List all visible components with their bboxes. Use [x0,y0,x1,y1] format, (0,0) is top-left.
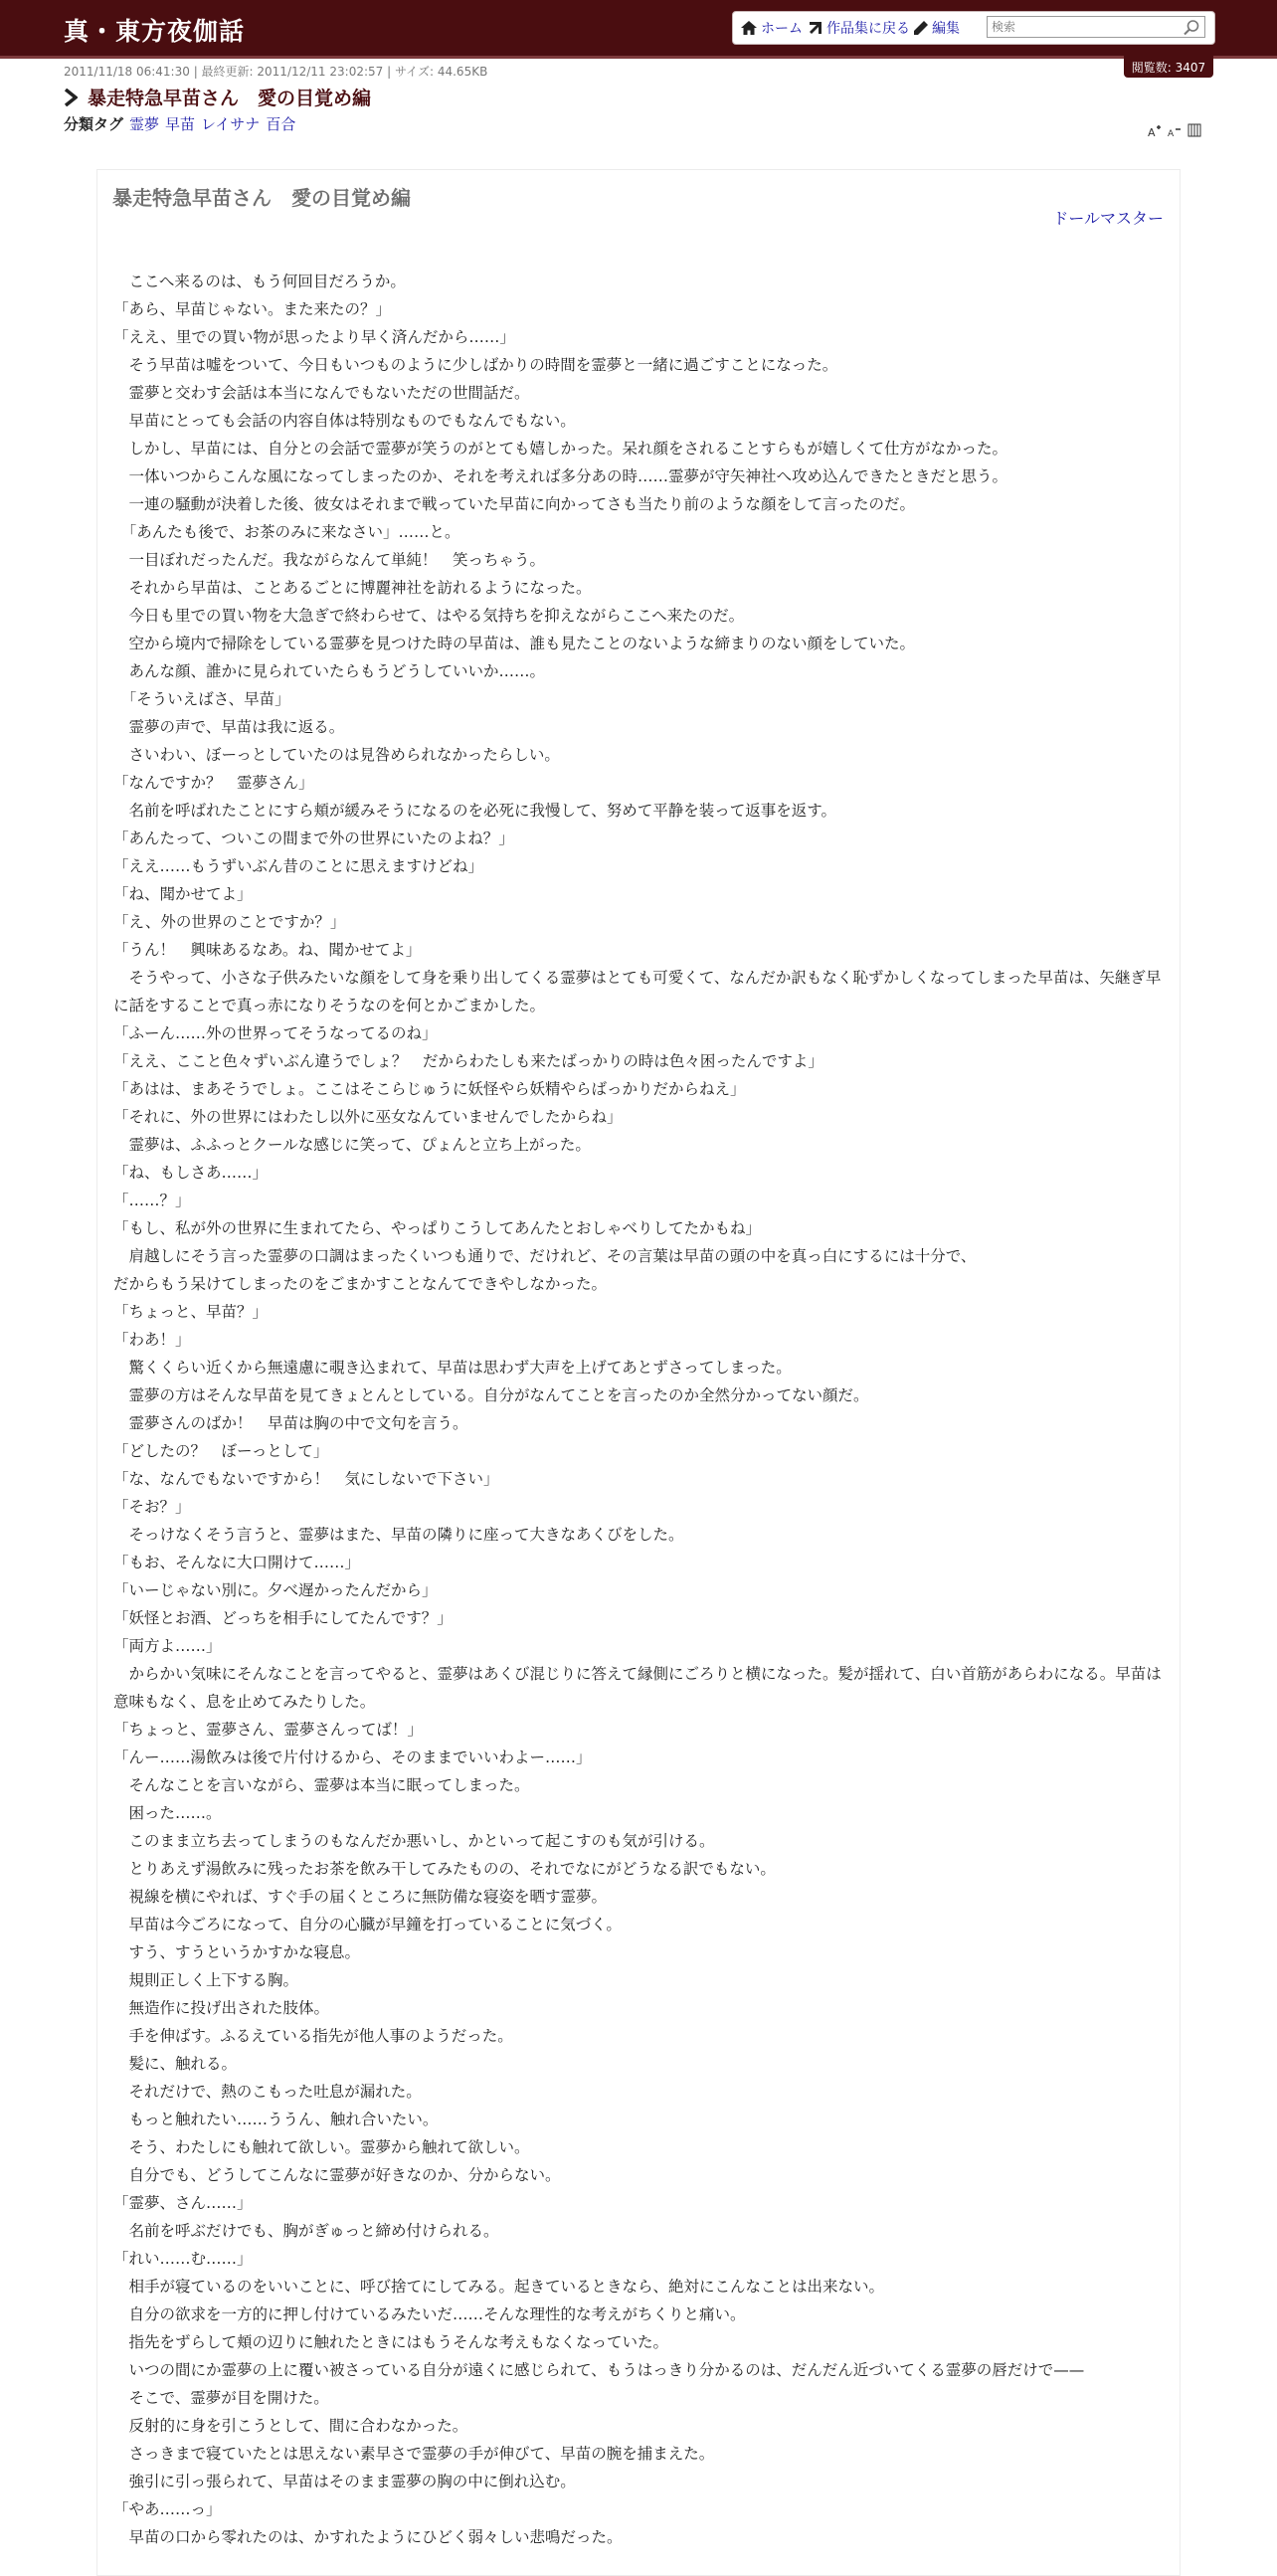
nav-edit-link[interactable] [914,19,960,37]
paragraph: それだけで、熱のこもった吐息が漏れた。 [113,2083,422,2101]
paragraph: 髪に、触れる。 [113,2055,238,2073]
paragraph: 「あんたって、ついこの間まで外の世界にいたのよね？」 [113,829,514,847]
paragraph: さいわい、ぼーっとしていたのは見咎められなかったらしい。 [113,746,560,764]
layout-toggle-icon[interactable] [1187,123,1201,137]
paragraph: 「ふーん……外の世界ってそうなってるのね」 [113,1024,438,1042]
nav-bar [732,11,1215,45]
paragraph: 手を伸ばす。ふるえている指先が他人事のようだった。 [113,2027,513,2045]
article-box [96,169,1181,2576]
chevron-right-icon [64,89,78,106]
paragraph: 「え、外の世界のことですか？」 [113,913,346,931]
paragraph: それから早苗は、ことあるごとに博麗神社を訪れるようになった。 [113,579,592,597]
paragraph: もっと触れたい……ううん、触れ合いたい。 [113,2111,439,2128]
paragraph: 「ね、もしさあ……」 [113,1164,269,1182]
paragraph: 視線を横にやれば、すぐ手の届くところに無防備な寝姿を晒す霊夢。 [113,1888,608,1906]
paragraph: 規則正しく上下する胸。 [113,1971,299,1989]
page-title: 暴走特急早苗さん 愛の目覚め編 [88,88,372,109]
text-tools [1148,123,1201,137]
paragraph: 「両方よ……」 [113,1637,222,1655]
paragraph: 「やあ……っ」 [113,2500,222,2518]
paragraph: そう、わたしにも触れて欲しい。霊夢から触れて欲しい。 [113,2138,530,2156]
paragraph: とりあえず湯飲みに残ったお茶を飲み干してみたものの、それでなにがどうなる訳でもない。 [113,1860,776,1878]
paragraph: 相手が寝ているのをいいことに、呼び捨てにしてみる。起きているときなら、絶対にこんなことは出来ない。 [113,2278,885,2296]
paragraph: そっけなくそう言うと、霊夢はまた、早苗の隣りに座って大きなあくびをした。 [113,1526,684,1544]
paragraph: 指先をずらして頬の辺りに触れたときにはもうそんな考えもなくなっていた。 [113,2333,669,2351]
font-smaller-icon[interactable] [1168,123,1182,137]
paragraph: 強引に引っ張られて、早苗はそのまま霊夢の胸の中に倒れ込む。 [113,2473,576,2490]
post-meta: 2011/11/18 06:41:30 | 最終更新: 2011/12/11 23:02:57 | サイズ: 44.65KB [64,65,488,79]
tag-link[interactable]: 百合 [266,115,296,133]
paragraph: 「そういえばさ、早苗」 [113,690,290,708]
paragraph: 名前を呼ばれたことにすら頬が緩みそうになるのを必死に我慢して、努めて平静を装って返事を返す。 [113,802,836,820]
paragraph: 早苗の口から零れたのは、かすれたようにひどく弱々しい悲鳴だった。 [113,2528,623,2546]
tag-link[interactable]: 早苗 [165,115,196,133]
paragraph: 「わあ！」 [113,1331,191,1349]
nav-home-label: ホーム [761,21,803,37]
font-larger-icon[interactable] [1148,123,1162,137]
paragraph: 「いーじゃない別に。夕べ遅かったんだから」 [113,1581,438,1599]
paragraph: 「そお？」 [113,1498,191,1516]
paragraph: 「あはは、まあそうでしょ。ここはそこらじゅうに妖怪やら妖精やらばっかりだからねえ」 [113,1080,746,1098]
tag-list [64,113,295,134]
paragraph: 困った……。 [113,1804,222,1822]
article-title: 暴走特急早苗さん 愛の目覚め編 [112,186,411,210]
home-icon [741,21,757,35]
paragraph: 霊夢の声で、早苗は我に返る。 [113,718,345,736]
svg-text:A: A [1148,126,1156,137]
paragraph: 「ええ、ここと色々ずいぶん違うでしょ？ だからわたしも来たばっかりの時は色々困ったんですよ」 [113,1052,823,1070]
paragraph: 「ええ……もうずいぶん昔のことに思えますけどね」 [113,857,484,875]
back-arrow-icon [809,21,822,35]
nav-back-link[interactable] [809,19,910,37]
paragraph: 「な、なんでもないですから！ 気にしないで下さい」 [113,1470,499,1488]
paragraph: ここへ来るのは、もう何回目だろうか。 [113,273,406,290]
paragraph: 肩越しにそう言った霊夢の口調はまったくいつも通りで、だけれど、その言葉は早苗の頭の中を真っ白にするには十分で、 だからもう呆けてしまったのをごまかすことなんてできやしなかった。 [113,1247,977,1293]
paragraph: 「……？」 [113,1192,191,1209]
paragraph: 驚くくらい近くから無遠慮に覗き込まれて、早苗は思わず大声を上げてあとずさってしまった。 [113,1359,792,1377]
paragraph: からかい気味にそんなことを言ってやると、霊夢はあくび混じりに答えて縁側にごろりと横になった。髪が揺れて、白い首筋があらわになる。早苗は意味もなく、息を止めてみたりした。 [113,1665,1162,1711]
site-title[interactable]: 真・東方夜伽話 [64,17,246,46]
view-count-badge: 閲覧数: 3407 [1124,56,1213,78]
search-icon[interactable] [1183,19,1200,37]
nav-edit-label: 編集 [932,21,960,37]
paragraph: 一目ぼれだったんだ。我ながらなんて単純！ 笑っちゃう。 [113,551,546,569]
tag-label: 分類タグ [64,115,124,133]
paragraph: そう早苗は嘘をついて、今日もいつものように少しばかりの時間を霊夢と一緒に過ごすことになった。 [113,356,838,374]
paragraph: 「もし、私が外の世界に生まれてたら、やっぱりこうしてあんたとおしゃべりしてたかもね」 [113,1219,762,1237]
paragraph: そんなことを言いながら、霊夢は本当に眠ってしまった。 [113,1776,530,1794]
paragraph: 名前を呼ぶだけでも、胸がぎゅっと締め付けられる。 [113,2222,499,2240]
article-body [113,268,1170,2551]
paragraph: 「妖怪とお酒、どっちを相手にしてたんです？」 [113,1609,453,1627]
site-header [0,0,1277,59]
page-heading [64,84,371,110]
paragraph: 「ちょっと、霊夢さん、霊夢さんってば！」 [113,1721,423,1739]
paragraph: 「なんですか？ 霊夢さん」 [113,774,314,792]
paragraph: 霊夢の方はそんな早苗を見てきょとんとしている。自分がなんてことを言ったのか全然分かってない顔だ。 [113,1386,869,1404]
paragraph: 霊夢は、ふふっとクールな感じに笑って、ぴょんと立ち上がった。 [113,1136,591,1154]
paragraph: 霊夢と交わす会話は本当になんでもないただの世間話だ。 [113,384,530,402]
paragraph: しかし、早苗には、自分との会話で霊夢が笑うのがとても嬉しかった。呆れ顔をされることすらもが嬉しくて仕方がなかった。 [113,440,1008,458]
paragraph: いつの間にか霊夢の上に覆い被さっている自分が遠くに感じられて、もうはっきり分かるのは、だんだん近づいてくる霊夢の唇だけで—— [113,2361,1085,2379]
paragraph: 「うん！ 興味あるなあ。ね、聞かせてよ」 [113,941,422,959]
paragraph: さっきまで寝ていたとは思えない素早さで霊夢の手が伸びて、早苗の腕を捕まえた。 [113,2445,715,2463]
nav-back-label: 作品集に戻る [826,21,910,37]
paragraph: あんな顔、誰かに見られていたらもうどうしていいか……。 [113,662,546,680]
author-link[interactable]: ドールマスター [1052,209,1164,228]
tag-link[interactable]: 霊夢 [129,115,160,133]
paragraph: 「もお、そんなに大口開けて……」 [113,1554,361,1571]
pencil-icon [914,21,928,35]
paragraph: 無造作に投げ出された肢体。 [113,1999,330,2017]
paragraph: 「それに、外の世界にはわたし以外に巫女なんていませんでしたからね」 [113,1108,623,1126]
paragraph: 自分でも、どうしてこんなに霊夢が好きなのか、分からない。 [113,2166,561,2184]
paragraph: 今日も里での買い物を大急ぎで終わらせて、はやる気持ちを抑えながらここへ来たのだ。 [113,607,745,625]
paragraph: 「ええ、里での買い物が思ったより早く済んだから……」 [113,328,515,346]
paragraph: 「あんたも後で、お茶のみに来なさい」……と。 [113,523,460,541]
paragraph: 「れい……む……」 [113,2250,253,2268]
paragraph: 一体いつからこんな風になってしまったのか、それを考えれば多分あの時……霊夢が守矢神社へ攻め込んできたときだと思う。 [113,467,1008,485]
svg-text:A: A [1168,129,1175,137]
paragraph: 「霊夢、さん……」 [113,2194,253,2212]
nav-home-link[interactable] [741,19,803,37]
search-input[interactable] [987,16,1205,38]
paragraph: 「どしたの？ ぼーっとして」 [113,1442,329,1460]
paragraph: すう、すうというかすかな寝息。 [113,1943,361,1961]
paragraph: 反射的に身を引こうとして、間に合わなかった。 [113,2417,468,2435]
paragraph: 「ちょっと、早苗？」 [113,1303,269,1321]
paragraph: このまま立ち去ってしまうのもなんだか悪いし、かといって起こすのも気が引ける。 [113,1832,715,1850]
paragraph: 空から境内で掃除をしている霊夢を見つけた時の早苗は、誰も見たことのないような締まりのない顔をしていた。 [113,635,916,652]
paragraph: そうやって、小さな子供みたいな顔をして身を乗り出してくる霊夢はとても可愛くて、なんだか訳もなく恥ずかしくなってしまった早苗は、矢継ぎ早に話をすることで真っ赤になりそうなのを何とかごまかした。 [113,969,1162,1014]
paragraph: 霊夢さんのばか！ 早苗は胸の中で文句を言う。 [113,1414,468,1432]
paragraph: 早苗にとっても会話の内容自体は特別なものでもなんでもない。 [113,412,576,430]
paragraph: 「あら、早苗じゃない。また来たの？」 [113,300,392,318]
paragraph: 一連の騒動が決着した後、彼女はそれまで戦っていた早苗に向かってさも当たり前のような顔をして言ったのだ。 [113,495,916,513]
paragraph: 「んー……湯飲みは後で片付けるから、そのままでいいわよー……」 [113,1748,592,1766]
paragraph: そこで、霊夢が目を開けた。 [113,2389,329,2407]
paragraph: 自分の欲求を一方的に押し付けているみたいだ……そんな理性的な考えがちくりと痛い。 [113,2305,746,2323]
paragraph: 「ね、聞かせてよ」 [113,885,253,903]
paragraph: 早苗は今ごろになって、自分の心臓が早鐘を打っていることに気づく。 [113,1916,622,1933]
tag-link[interactable]: レイサナ [201,115,261,133]
